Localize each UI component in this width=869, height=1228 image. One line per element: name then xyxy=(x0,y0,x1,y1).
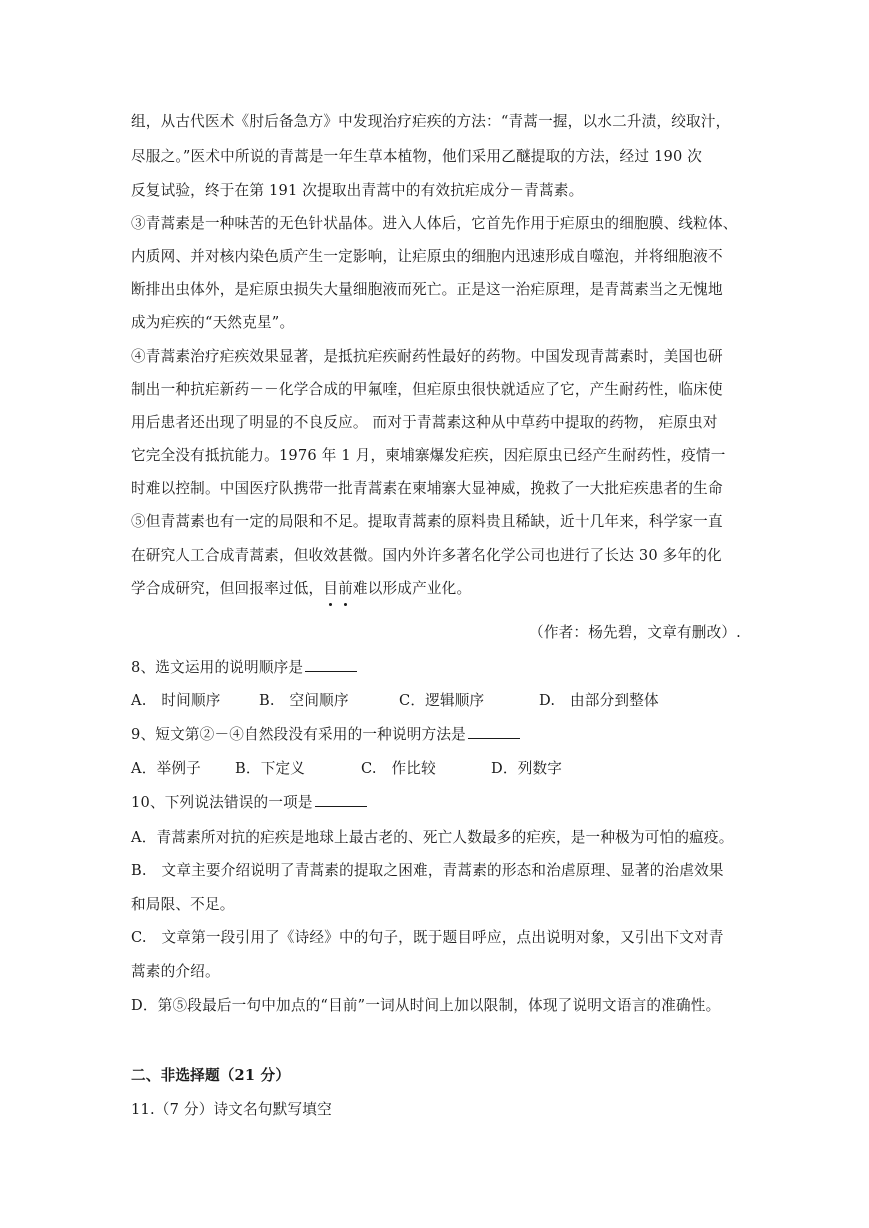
option-b[interactable]: B. 空间顺序 xyxy=(259,692,349,709)
passage-text: 学合成研究，但回报率过低， xyxy=(131,580,324,597)
question-8-stem xyxy=(131,657,357,679)
passage-line: 用后患者还出现了明显的不良反应。 而对于青蒿素这种从中草药中提取的药物， 疟原虫对 xyxy=(131,414,718,431)
option-c[interactable]: C．逻辑顺序 xyxy=(399,692,485,709)
passage-line: 内质网、并对核内染色质产生一定影响，让疟原虫的细胞内迅速形成自噬泡，并将细胞液不 xyxy=(131,248,723,265)
question-10-option-c-cont: 蒿素的介绍。 xyxy=(131,963,220,980)
emphasis-char: 目 xyxy=(323,578,338,600)
passage-line: 制出一种抗疟新药－－化学合成的甲氟喹，但疟原虫很快就适应了它，产生耐药性，临床使 xyxy=(131,381,723,398)
passage-line: 尽服之。”医术中所说的青蒿是一年生草本植物，他们采用乙醚提取的方法，经过 190 次 xyxy=(131,148,703,165)
question-11-stem: 11.（7 分）诗文名句默写填空 xyxy=(131,1101,332,1118)
passage-line: 组，从古代医术《肘后备急方》中发现治疗疟疾的方法：“青蒿一握，以水二升渍，绞取汁， xyxy=(131,113,731,130)
passage-line: 它完全没有抵抗能力。1976 年 1 月，柬埔寨爆发疟疾，因疟原虫已经产生耐药性，疫情一 xyxy=(131,447,726,464)
emphasis-char: 前 xyxy=(338,578,353,600)
question-9-options xyxy=(131,758,562,780)
question-text: 8、选文运用的说明顺序是 xyxy=(131,659,304,676)
source-attribution: （作者：杨先碧，文章有删改）. xyxy=(529,624,741,641)
option-a[interactable]: A. 时间顺序 xyxy=(131,692,221,709)
question-10-option-d[interactable]: D．第⑤段最后一句中加点的“目前”一词从时间上加以限制，体现了说明文语言的准确性。 xyxy=(131,997,721,1014)
question-text: 9、短文第②－④自然段没有采用的一种说明方法是 xyxy=(131,726,466,743)
passage-line xyxy=(131,578,471,600)
option-d[interactable]: D．列数字 xyxy=(491,760,563,777)
passage-line: 时难以控制。中国医疗队携带一批青蒿素在柬埔寨大显神威，挽救了一大批疟疾患者的生命 xyxy=(131,480,723,497)
answer-blank[interactable] xyxy=(305,657,357,672)
question-10-option-b-cont: 和局限、不足。 xyxy=(131,896,235,913)
question-10-stem xyxy=(131,792,367,814)
passage-paragraph-4: ④青蒿素治疗疟疾效果显著，是抵抗疟疾耐药性最好的药物。中国发现青蒿素时，美国也研 xyxy=(131,348,723,365)
passage-line: 成为疟疾的“天然克星”。 xyxy=(131,314,295,331)
option-d[interactable]: D. 由部分到整体 xyxy=(539,692,659,709)
answer-blank[interactable] xyxy=(315,792,367,807)
question-10-option-b[interactable]: B. 文章主要介绍说明了青蒿素的提取之困难，青蒿素的形态和治虐原理、显著的治虐效果 xyxy=(131,862,724,879)
question-text: 10、下列说法错误的一项是 xyxy=(131,794,313,811)
passage-line: 反复试验，终于在第 191 次提取出青蒿中的有效抗疟成分－青蒿素。 xyxy=(131,182,584,199)
passage-paragraph-3: ③青蒿素是一种味苦的无色针状晶体。进入人体后，它首先作用于疟原虫的细胞膜、线粒体、 xyxy=(131,215,738,232)
question-8-options xyxy=(131,690,659,712)
section-heading: 二、非选择题（21 分） xyxy=(131,1067,291,1084)
passage-paragraph-5: ⑤但青蒿素也有一定的局限和不足。提取青蒿素的原料贵且稀缺，近十几年来，科学家一直 xyxy=(131,513,723,530)
option-b[interactable]: B．下定义 xyxy=(235,760,306,777)
passage-line: 断排出虫体外，是疟原虫损失大量细胞液而死亡。正是这一治疟原理，是青蒿素当之无愧地 xyxy=(131,281,723,298)
answer-blank[interactable] xyxy=(468,724,520,739)
question-10-option-c[interactable]: C. 文章第一段引用了《诗经》中的句子，既于题目呼应，点出说明对象，又引出下文对青 xyxy=(131,929,724,946)
question-9-stem xyxy=(131,724,520,746)
passage-text: 难以形成产业化。 xyxy=(352,580,472,597)
option-c[interactable]: C. 作比较 xyxy=(361,760,436,777)
question-10-option-a[interactable]: A．青蒿素所对抗的疟疾是地球上最古老的、死亡人数最多的疟疾，是一种极为可怕的瘟疫。 xyxy=(131,829,734,846)
passage-line: 在研究人工合成青蒿素，但收效甚微。国内外许多著名化学公司也进行了长达 30 多年的化 xyxy=(131,547,722,564)
option-a[interactable]: A．举例子 xyxy=(131,760,201,777)
